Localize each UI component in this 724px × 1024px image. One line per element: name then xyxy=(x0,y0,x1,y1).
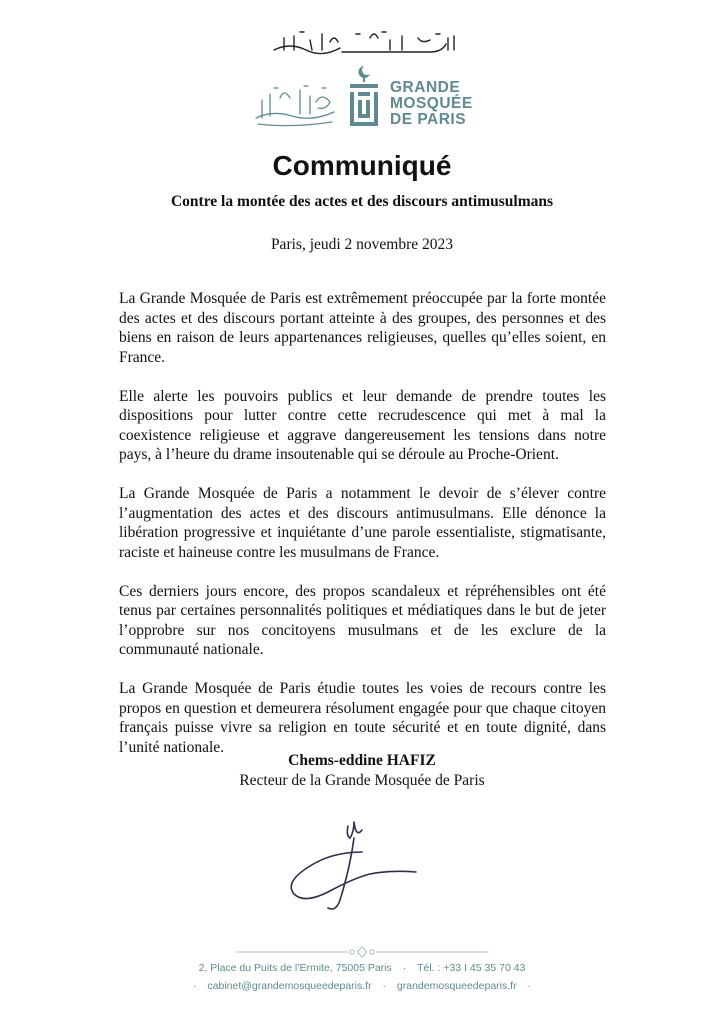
brand-line: MOSQUÉE xyxy=(390,95,473,112)
document-body xyxy=(119,289,606,777)
brand-line: GRANDE xyxy=(390,79,461,96)
dateline: Paris, jeudi 2 novembre 2023 xyxy=(270,236,454,253)
body-paragraph: La Grande Mosquée de Paris étudie toutes les voies de recours contre les propos en question et demeurera résolument engagée pour que chaque citoyen français puisse vivre sa religion en toute sécurité et en toute dignité, dans l’unité nationale. xyxy=(119,680,606,756)
signatory-title: Recteur de la Grande Mosquée de Paris xyxy=(239,772,485,789)
body-paragraph: Ces derniers jours encore, des propos scandaleux et répréhensibles ont été tenus par certaines personnalités politiques et médiatiques dans le but de jeter l’opprobre sur nos concitoyens musulmans et de les exclure de la communauté nationale. xyxy=(119,582,606,658)
footer-website-link[interactable]: grandemosqueedeparis.fr xyxy=(396,980,517,992)
footer-email-link[interactable]: cabinet@grandemosqueedeparis.fr xyxy=(207,980,372,992)
footer-phone: Tél. : +33 I 45 35 70 43 xyxy=(417,962,526,974)
footer-separator: · xyxy=(527,980,532,992)
body-paragraph: La Grande Mosquée de Paris a notamment le devoir de s’élever contre l’augmentation des actes et des discours antimusulmans. Elle dénonce la libération progressive et inquiétante d’une parole essentialiste, stigmatisante, raciste et haineuse contre les musulmans de France. xyxy=(119,485,606,561)
footer-web-line xyxy=(0,980,724,992)
footer-separator: · xyxy=(192,980,197,992)
signatory-name: Chems-eddine HAFIZ xyxy=(288,752,436,769)
brand-line: DE PARIS xyxy=(390,111,467,128)
arabic-logo-calligraphy xyxy=(252,80,338,130)
footer-contact-line xyxy=(0,962,724,974)
footer-divider-ornament xyxy=(236,946,488,958)
bismillah-calligraphy xyxy=(270,28,458,60)
footer-separator: · xyxy=(402,962,407,974)
document-subtitle: Contre la montée des actes et des discours antimusulmans xyxy=(170,193,554,210)
body-paragraph: Elle alerte les pouvoirs publics et leur demande de prendre toutes les dispositions pour lutter contre cette recrudescence qui met à mal la coexistence religieuse et aggrave dangereusement les tensions dans notre pays, à l’heure du drame insoutenable qui se déroule au Proche-Orient. xyxy=(119,387,606,463)
document-title: Communiqué xyxy=(272,150,452,181)
footer-address: 2, Place du Puits de l’Ermite, 75005 Paris xyxy=(198,962,392,974)
mosque-logo-icon xyxy=(348,64,380,130)
body-paragraph: La Grande Mosquée de Paris est extrêmement préoccupée par la forte montée des actes et des discours portant atteinte à des groupes, des personnes et des biens en raison de leurs appartenances religieuses, quelles qu’elles soient, en France. xyxy=(119,290,606,366)
brand-wordmark xyxy=(390,80,473,128)
handwritten-signature xyxy=(270,808,420,918)
footer-separator: · xyxy=(382,980,386,992)
